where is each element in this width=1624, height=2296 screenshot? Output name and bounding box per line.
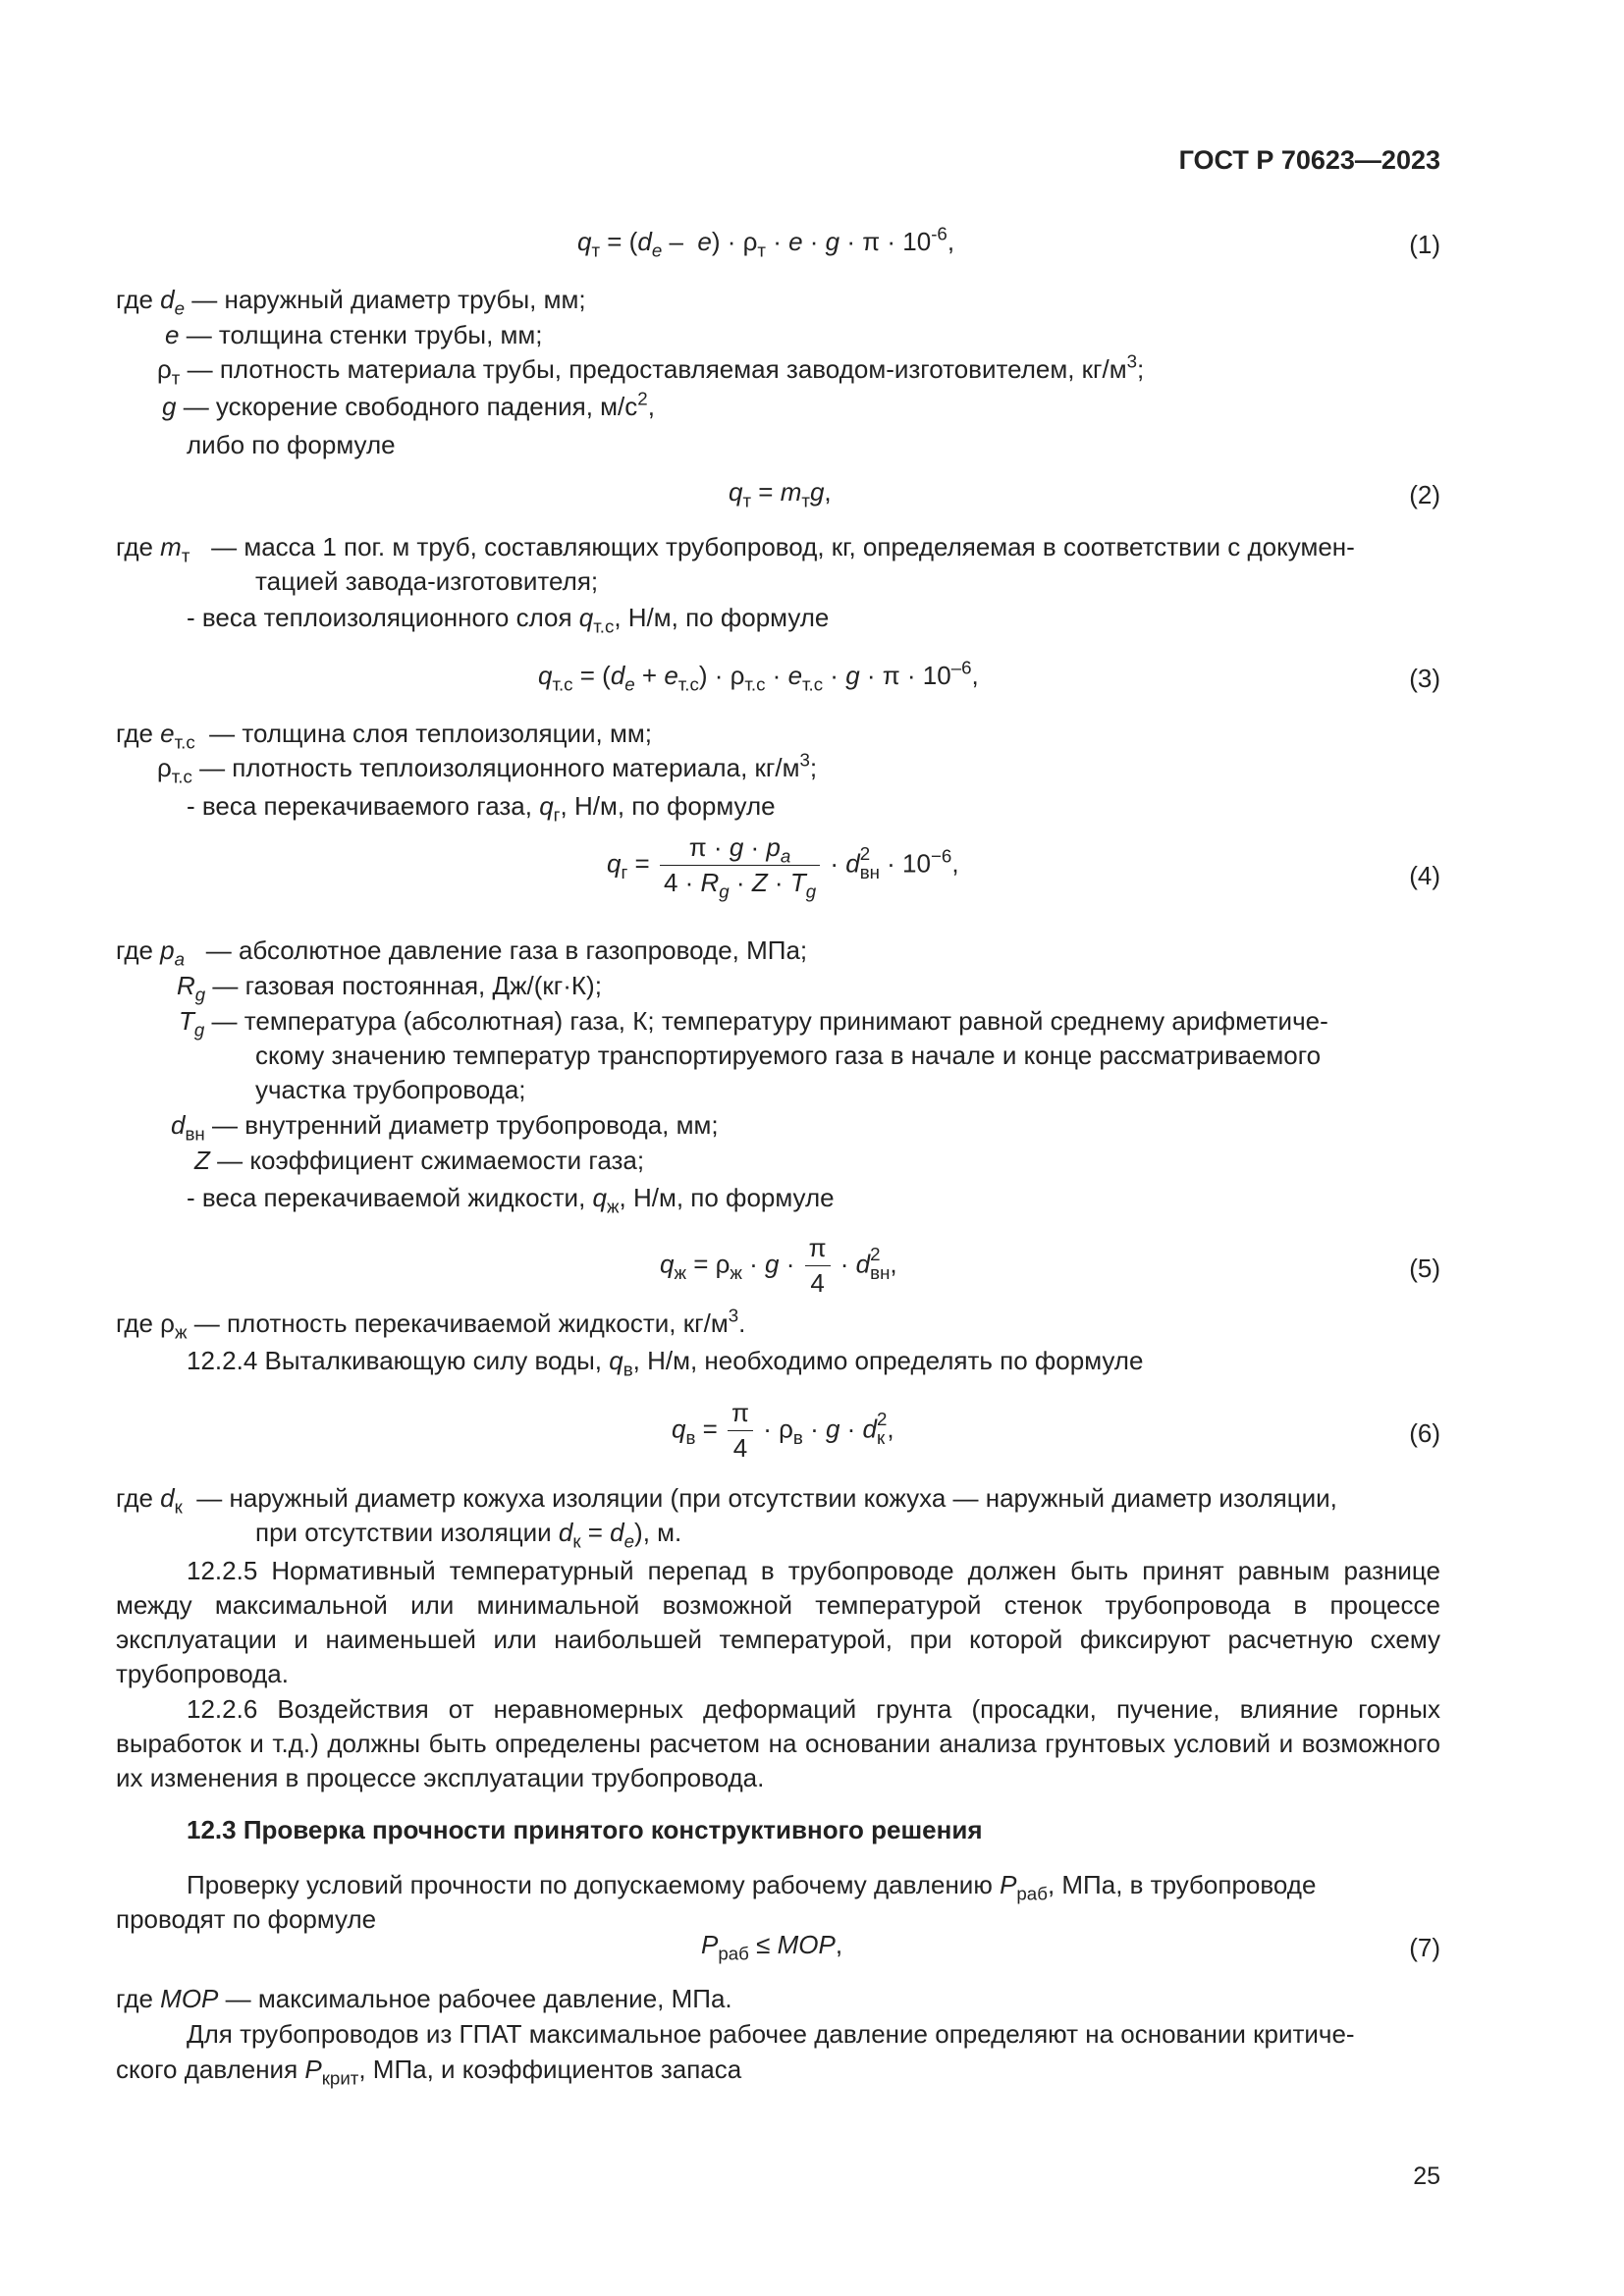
paragraph-12-2-5: 12.2.5 Нормативный температурный перепад в трубопроводе должен быть принят равным разнице между максимальной или минимальной возможной температурой стенок трубопровода в процессе эксплуатации и наименьшей или наибольшей температурой, при которой фиксируют расчетную схему трубопровода. xyxy=(116,1556,1440,1688)
section-title-12-3: 12.3 Проверка прочности принятого конструктивного решения xyxy=(187,1815,983,1844)
gas-weight-text: - веса перекачиваемого газа, $q_г$, Н/м, по формуле xyxy=(187,791,776,826)
strength-check-text: Проверку условий прочности по допускаемому рабочему давлению $P_{раб}$, МПа, в трубопроводе xyxy=(187,1870,1317,1904)
alternative-text: либо по формуле xyxy=(187,430,396,459)
definition-dvn: $d_{вн}$ — внутренний диаметр трубопровода, мм; xyxy=(171,1110,719,1145)
equation-number-4: (4) xyxy=(1409,861,1440,890)
equation-4: $q_г$ = $\frac{\pi \cdot g \cdot p_a}{4 \cdot R_g \cdot Z \cdot T_g}$ · d 2 вн · $10^{-6}$, xyxy=(607,832,959,902)
equation-number-5: (5) xyxy=(1409,1254,1440,1283)
equation-3: $q_{т.с} = (d_e + e_{т.с}) \cdot \rho_{т.с} \cdot e_{т.с} \cdot g \cdot \pi \cdot 10^{-6}$, xyxy=(538,657,979,695)
equation-5: $q_ж = \rho_ж \cdot g$ · $\frac{\pi}{4}$ · d 2 вн , xyxy=(660,1233,897,1299)
definition-tg: $T_g$ — температура (абсолютная) газа, К; температуру принимают равной среднему арифметиче- xyxy=(179,1006,1328,1041)
equation-number-2: (2) xyxy=(1409,480,1440,509)
definition-rhozh: где $\rho_ж$ — плотность перекачиваемой жидкости, $кг/м^3$. xyxy=(116,1305,746,1343)
insulation-weight-text: - веса теплоизоляционного слоя $q_{т.с}$, Н/м, по формуле xyxy=(187,603,830,637)
equation-7: $P_{раб}$ ≤ MOP, xyxy=(701,1930,843,1964)
equation-number-3: (3) xyxy=(1409,664,1440,693)
equation-2: $q_т = m_тg$, xyxy=(729,477,832,511)
definition-e: e — толщина стенки трубы, мм; xyxy=(165,320,543,349)
document-header: ГОСТ Р 70623—2023 xyxy=(1178,145,1440,175)
equation-6: $q_в$ = $\frac{\pi}{4}$ · $\rho_в \cdot g \cdot d$ 2 к , xyxy=(672,1398,894,1464)
definition-de: где $d_e$ — наружный диаметр трубы, мм; xyxy=(116,285,586,319)
definition-tg-cont2: участка трубопровода; xyxy=(255,1075,526,1104)
gpat-text: Для трубопроводов из ГПАТ максимальное рабочее давление определяют на основании критиче- xyxy=(187,2019,1355,2049)
definition-mt-cont: тацией завода-изготовителя; xyxy=(255,566,599,596)
gpat-text-cont: ского давления $P_{крит}$, МПа, и коэффициентов запаса xyxy=(116,2055,742,2089)
definition-ets: где $e_{т.с}$ — толщина слоя теплоизоляции, мм; xyxy=(116,719,652,753)
definition-mop: где MOP — максимальное рабочее давление, МПа. xyxy=(116,1984,732,2013)
definition-rhots: $\rho_{т.с}$ — плотность теплоизоляционного материала, $кг/м^3$; xyxy=(157,749,818,787)
definition-rg: $R_g$ — газовая постоянная, Дж/(кг·К); xyxy=(177,971,602,1005)
definition-z: Z — коэффициент сжимаемости газа; xyxy=(194,1146,645,1175)
definition-dk: где $d_к$ — наружный диаметр кожуха изоляции (при отсутствии кожуха — наружный диаметр изоляции, xyxy=(116,1483,1337,1518)
equation-number-7: (7) xyxy=(1409,1933,1440,1962)
equation-number-1: (1) xyxy=(1409,230,1440,259)
paragraph-12-2-6: 12.2.6 Воздействия от неравномерных деформаций грунта (просадки, пучение, влияние горных выработок и т.д.) должны быть определены расчетом на основании анализа грунтовых условий и возможного их изменения в процессе эксплуатации трубопровода. xyxy=(116,1694,1440,1792)
equation-4-fraction: $\frac{\pi \cdot g \cdot p_a}{4 \cdot R_g \cdot Z \cdot T_g}$ xyxy=(660,832,820,898)
paragraph-12-2-4: 12.2.4 Выталкивающую силу воды, $q_в$, Н/м, необходимо определять по формуле xyxy=(187,1346,1144,1380)
equation-number-6: (6) xyxy=(1409,1418,1440,1448)
definition-pa: где $p_a$ — абсолютное давление газа в газопроводе, МПа; xyxy=(116,935,808,970)
definition-dk-cont: при отсутствии изоляции $d_к = d_e$), м. xyxy=(255,1518,682,1552)
definition-mt: где $m_т$ — масса 1 пог. м труб, составляющих трубопровод, кг, определяемая в соответствии с докумен- xyxy=(116,532,1355,566)
definition-tg-cont1: скому значению температур транспортируемого газа в начале и конце рассматриваемого xyxy=(255,1041,1322,1070)
strength-check-text-cont: проводят по формуле xyxy=(116,1904,377,1934)
equation-1: $q_т = (d_e - e) \cdot \rho_т \cdot e \cdot g \cdot \pi \cdot 10^{-6}$, xyxy=(577,223,955,261)
definition-rho: $\rho_т$ — плотность материала трубы, предоставляемая заводом-изготовителем, $кг/м^3$; xyxy=(157,350,1145,389)
liquid-weight-text: - веса перекачиваемой жидкости, $q_ж$, Н/м, по формуле xyxy=(187,1183,835,1217)
definition-g: g — ускорение свободного падения, $м/с^2$, xyxy=(162,388,655,421)
page-number: 25 xyxy=(1413,2163,1440,2190)
